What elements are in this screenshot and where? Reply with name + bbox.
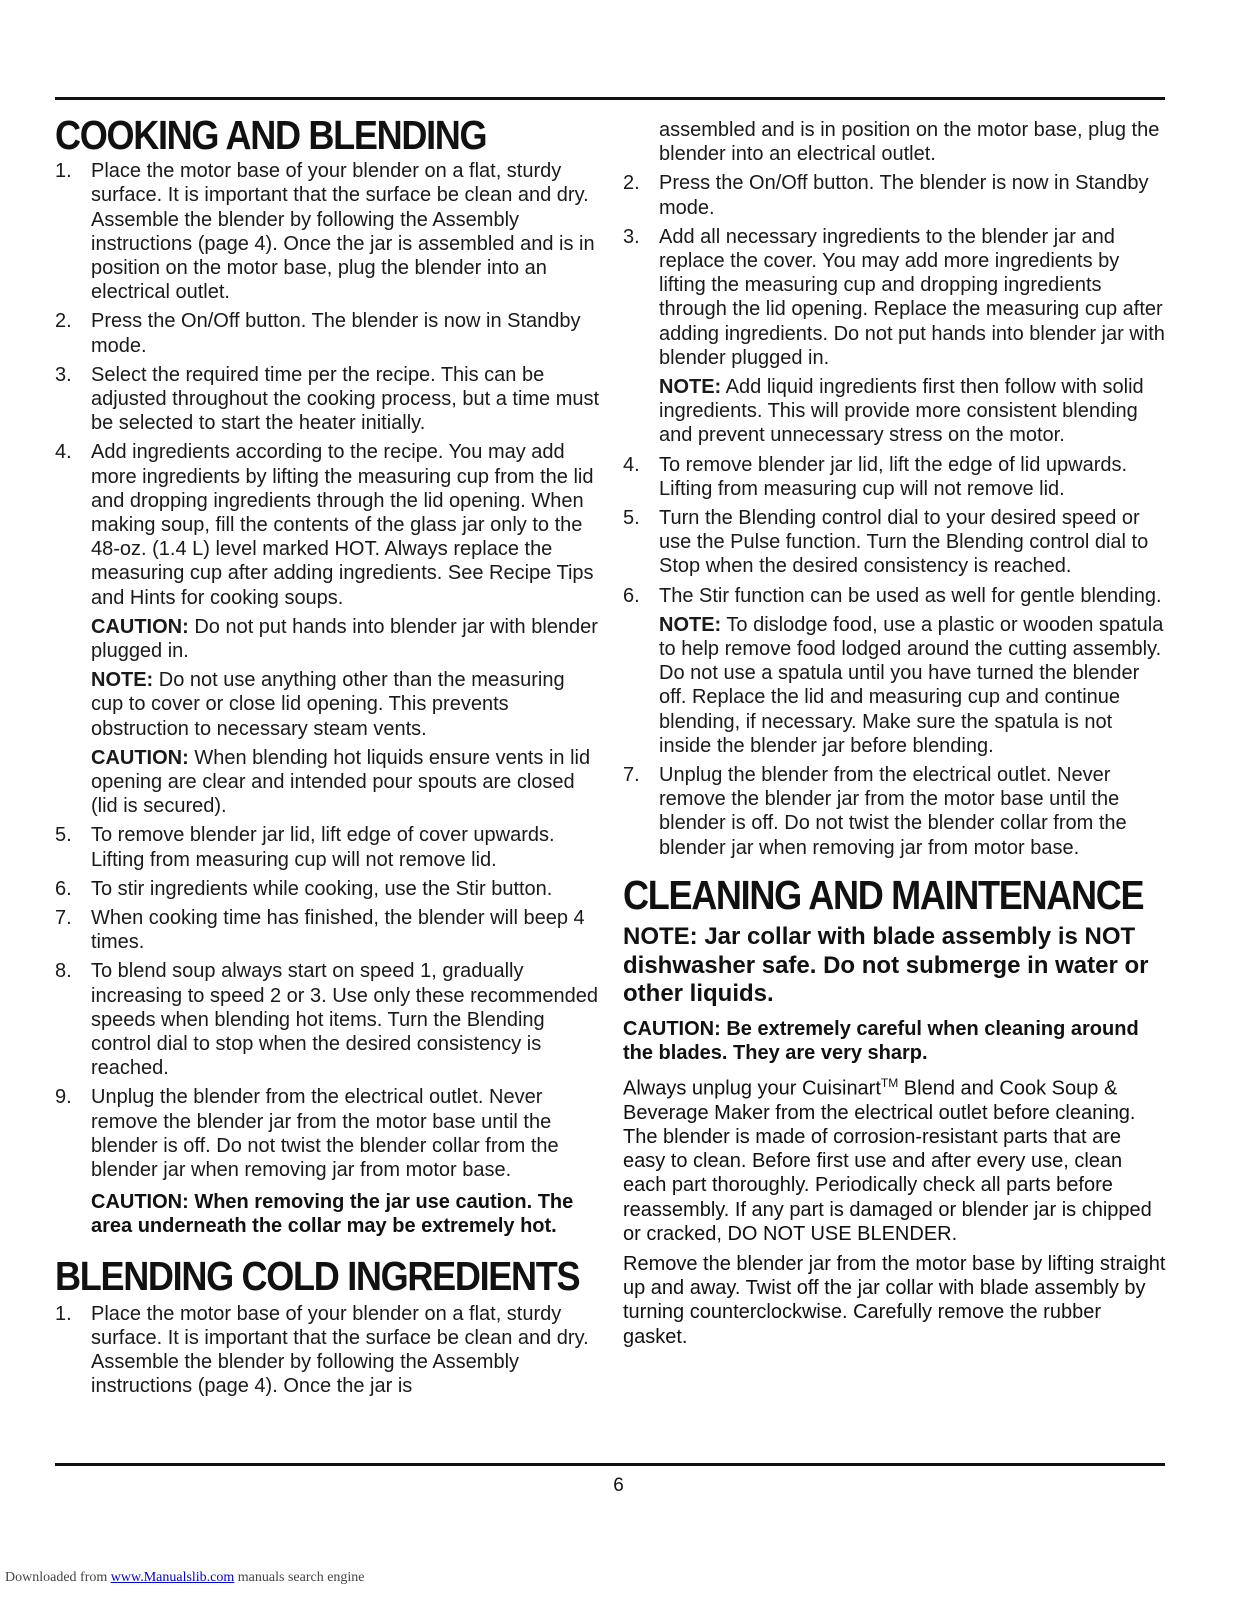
item-number: 3.	[55, 363, 72, 386]
list-item	[55, 1085, 600, 1182]
item-text: Add all necessary ingredients to the blender jar and replace the cover. You may add more ingredients by lifting the measuring cup and dropping ingredients through the lid opening. Replace the measuring cup after adding ingredients. Do not put hands into blender jar with blender plugged in.	[659, 225, 1165, 369]
paragraph-text: Always unplug your Cuisinart	[623, 1077, 881, 1100]
trademark-mark: TM	[880, 1075, 899, 1090]
item-number: 2.	[623, 172, 640, 195]
note	[623, 375, 1168, 448]
list-item	[55, 309, 600, 357]
item-number: 2.	[55, 310, 72, 333]
note-label: CAUTION:	[91, 615, 189, 638]
item-number: 5.	[623, 507, 640, 530]
list-item	[55, 877, 600, 901]
page-number: 6	[613, 1475, 624, 1496]
list-item	[55, 159, 600, 304]
item-number: 6.	[623, 584, 640, 607]
note-label: NOTE:	[659, 376, 722, 399]
paragraph-text: Blend and Cook Soup & Beverage Maker from the electrical outlet before cleaning. The blender is made of corrosion-resistant parts that are easy to clean. Before first use and after every use, clean each part thoroughly. Periodically check all parts before reassembly. If any part is damaged or blender jar is chipped or cracked, DO NOT USE BLENDER.	[623, 1077, 1152, 1245]
dishwasher-note: NOTE: Jar collar with blade assembly is NOT dishwasher safe. Do not submerge in water or other liquids.	[623, 923, 1149, 1008]
item-text: To blend soup always start on speed 1, gradually increasing to speed 2 or 3. Use only these recommended speeds when blending hot items. Turn the Blending control dial to stop when the desired consistency is reached.	[91, 960, 598, 1080]
item-text: Press the On/Off button. The blender is now in Standby mode.	[659, 172, 1149, 219]
note-text: Do not use anything other than the measuring cup to cover or close lid opening. This prevents obstruction to necessary steam vents.	[91, 669, 565, 740]
item-text: Place the motor base of your blender on a flat, sturdy surface. It is important that the surface be clean and dry. Assemble the blender by following the Assembly instructions (page 4). Once the jar is assembled and is in position on the motor base, plug the blender into an electrical outlet.	[91, 160, 595, 304]
item-text: Turn the Blending control dial to your desired speed or use the Pulse function. Turn the Blending control dial to Stop when the desired consistency is reached.	[659, 507, 1149, 578]
list-item	[623, 584, 1168, 608]
list-item	[55, 823, 600, 871]
item-text: The Stir function can be used as well for gentle blending.	[659, 584, 1162, 607]
list-item	[623, 506, 1168, 579]
item-text: Place the motor base of your blender on a flat, sturdy surface. It is important that the surface be clean and dry. Assemble the blender by following the Assembly instructions (page 4). Once the jar is	[91, 1302, 589, 1398]
item-number: 4.	[55, 441, 72, 464]
list-item	[623, 225, 1168, 370]
top-rule	[55, 97, 1165, 100]
right-column	[623, 118, 1168, 1355]
item-number: 1.	[55, 160, 72, 183]
item-number: 5.	[55, 824, 72, 847]
note-text: Add liquid ingredients first then follow with solid ingredients. This will provide more consistent blending and prevent unnecessary stress on the motor.	[659, 376, 1144, 447]
note-label: NOTE:	[91, 669, 154, 692]
caution-note	[55, 746, 600, 819]
note-label: NOTE:	[659, 613, 722, 636]
item-number: 6.	[55, 877, 72, 900]
item-text: To remove blender jar lid, lift the edge of lid upwards. Lifting from measuring cup will not remove lid.	[659, 453, 1128, 500]
item-text: Unplug the blender from the electrical outlet. Never remove the blender jar from the motor base until the blender is off. Do not twist the blender collar from the blender jar when removing jar from motor base.	[659, 764, 1127, 859]
list-item	[55, 959, 600, 1080]
note-text: Do not put hands into blender jar with blender plugged in.	[91, 615, 598, 662]
bottom-rule	[55, 1463, 1165, 1466]
item-number: 9.	[55, 1086, 72, 1109]
list-item	[55, 363, 600, 436]
item-text: To remove blender jar lid, lift edge of cover upwards. Lifting from measuring cup will not remove lid.	[91, 824, 555, 871]
footer-text: Downloaded from	[5, 1570, 111, 1585]
removal-paragraph: Remove the blender jar from the motor base by lifting straight up and away. Twist off the jar collar with blade assembly by turning counterclockwise. Carefully remove the rubber gasket.	[623, 1253, 1166, 1348]
list-item	[623, 453, 1168, 501]
item-number: 7.	[55, 907, 72, 930]
item-number: 7.	[623, 764, 640, 787]
caution-note	[55, 615, 600, 663]
list-item	[623, 171, 1168, 219]
item-number: 3.	[623, 225, 640, 248]
item-text: When cooking time has finished, the blender will beep 4 times.	[91, 907, 585, 954]
note	[623, 613, 1168, 758]
list-item	[55, 906, 600, 954]
note	[55, 668, 600, 741]
item-text: Unplug the blender from the electrical outlet. Never remove the blender jar from the motor base until the blender is off. Do not twist the blender collar from the blender jar when removing jar from motor base.	[91, 1086, 559, 1182]
item-text: Add ingredients according to the recipe. You may add more ingredients by lifting the measuring cup from the lid and dropping ingredients through the lid opening. When making soup, fill the contents of the glass jar only to the 48-oz. (1.4 L) level marked HOT. Always replace the measuring cup after adding ingredients. See Recipe Tips and Hints for cooking soups.	[91, 441, 594, 609]
heading-cooking-and-blending: COOKING AND BLENDING	[55, 112, 487, 158]
list-item	[55, 440, 600, 609]
item-text: assembled and is in position on the motor base, plug the blender into an electrical outlet.	[659, 119, 1160, 166]
item-text: Select the required time per the recipe. This can be adjusted throughout the cooking process, but a time must be selected to start the heater initially.	[91, 363, 600, 435]
footer-text: manuals search engine	[234, 1570, 365, 1585]
heading-cleaning-and-maintenance: CLEANING AND MAINTENANCE	[623, 871, 1144, 918]
manualslib-link[interactable]: www.Manualslib.com	[110, 1570, 235, 1585]
list-item	[623, 763, 1168, 860]
item-text: Press the On/Off button. The blender is now in Standby mode.	[91, 310, 581, 357]
note-label: CAUTION:	[91, 746, 189, 769]
item-number: 1.	[55, 1302, 72, 1325]
cleaning-paragraph	[623, 1071, 1168, 1246]
item-text: To stir ingredients while cooking, use the Stir button.	[91, 877, 553, 900]
list-item	[55, 1302, 600, 1399]
item-number: 4.	[623, 453, 640, 476]
left-column	[55, 112, 600, 1404]
note-text: When blending hot liquids ensure vents in lid opening are clear and intended pour spouts are closed (lid is secured).	[91, 746, 591, 818]
list-item-continuation	[623, 118, 1168, 166]
blade-caution: CAUTION: Be extremely careful when cleaning around the blades. They are very sharp.	[623, 1017, 1139, 1064]
heading-blending-cold-ingredients: BLENDING COLD INGREDIENTS	[55, 1252, 580, 1299]
item-number: 8.	[55, 960, 72, 983]
note-text: To dislodge food, use a plastic or wooden spatula to help remove food lodged around the cutting assembly. Do not use a spatula until you have turned the blender off. Replace the lid and measuring cup and continue blending, if necessary. Make sure the spatula is not inside the blender jar before blending.	[659, 613, 1164, 757]
hot-collar-caution: CAUTION: When removing the jar use caution. The area underneath the collar may be extremely hot.	[91, 1191, 574, 1238]
download-footer	[5, 1570, 365, 1586]
